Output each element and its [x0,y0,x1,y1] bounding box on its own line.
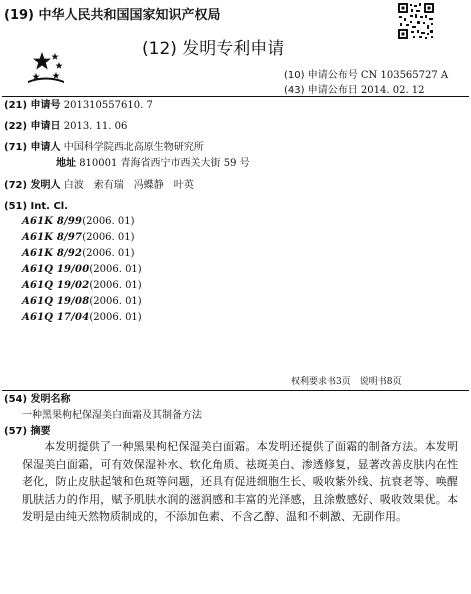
applicant: (71) 申请人 中国科学院西北高原生物研究所 [4,142,204,153]
office-name: (19) 中华人民共和国国家知识产权局 [4,8,221,23]
ipc-classification: A61Q 19/00(2006. 01) [22,264,142,275]
application-date: (22) 申请日 2013. 11. 06 [4,121,128,132]
document-type-title: (12) 发明专利申请 [142,39,285,59]
ipc-classification: A61Q 17/04(2006. 01) [22,312,142,323]
abstract-text: 本发明提供了一种黑果枸杞保湿美白面霜。本发明还提供了面霜的制备方法。本发明保湿美白面霜，可有效保湿补水、软化角质、祛斑美白、渗透修复，显著改善皮肤内在性老化，防止皮肤起皱和色斑等问题，还具有促进细胞生长、吸收紫外线、抗衰老等、唤醒肌肤活力的作用，赋予肌肤水润的滋润感和丰富的光泽感，且涂敷感好、吸收效果优。本发明是由纯天然物质制成的，不添加色素、不含乙醇、温和不刺激、无副作用。 [22,440,458,524]
abstract-label: (57) 摘要 [4,426,51,437]
invention-title: 一种黑果枸杞保湿美白面霜及其制备方法 [22,410,202,421]
applicant-address: 地址 810001 青海省西宁市西关大街 59 号 [56,158,250,169]
ipc-classification: A61K 8/97(2006. 01) [22,232,135,243]
page-count: 权利要求书3页 说明书8页 [291,377,402,387]
section-rule [2,390,469,391]
inventors: (72) 发明人 白波 索有瑞 冯蝶静 叶英 [4,180,194,191]
publication-date: (43) 申请公布日 2014. 02. 12 [284,85,425,96]
ipc-classification: A61Q 19/08(2006. 01) [22,296,142,307]
patent-office-emblem-icon [26,48,66,86]
intcl-label: (51) Int. Cl. [4,201,69,212]
ipc-classification: A61Q 19/02(2006. 01) [22,280,142,291]
application-number: (21) 申请号 201310557610. 7 [4,100,153,111]
publication-number: (10) 申请公布号 CN 103565727 A [284,70,449,81]
ipc-classification: A61K 8/92(2006. 01) [22,248,135,259]
invention-title-label: (54) 发明名称 [4,394,71,405]
qr-code [397,2,435,40]
ipc-classification: A61K 8/99(2006. 01) [22,216,135,227]
top-rule [2,96,469,97]
